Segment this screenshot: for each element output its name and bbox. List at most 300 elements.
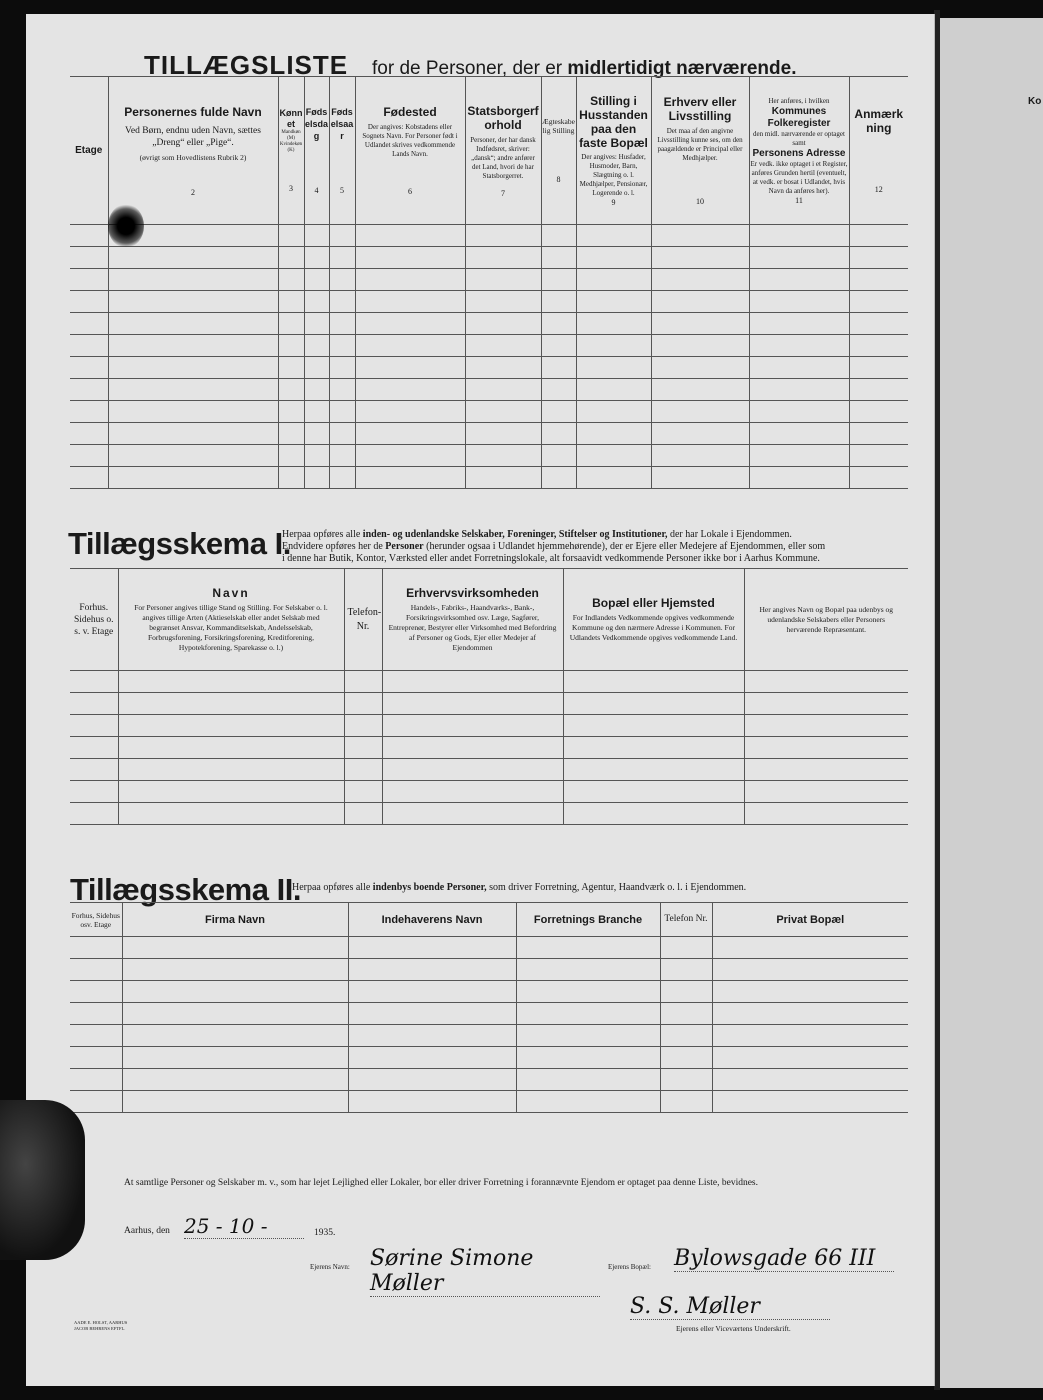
s1-col-bopael [563, 569, 744, 671]
skema1-note-l1a: Herpaa opføres alle [282, 529, 361, 540]
table-cell [516, 1091, 660, 1113]
table-cell [70, 715, 118, 737]
table-cell [749, 291, 849, 313]
table-cell [355, 335, 465, 357]
table-cell [118, 715, 344, 737]
table-cell [576, 357, 651, 379]
signature-line [630, 1319, 830, 1320]
s2-col-bopael: Privat Bopæl [712, 903, 908, 937]
table-cell [344, 737, 382, 759]
table-cell [749, 379, 849, 401]
table-cell [563, 671, 744, 693]
owner-address-label: Ejerens Bopæl: [608, 1263, 651, 1271]
table-cell [849, 291, 908, 313]
main-table-row [70, 379, 908, 401]
skema1-row [70, 759, 908, 781]
table-cell [108, 401, 278, 423]
s1-col-navn [118, 569, 344, 671]
table-cell [70, 1069, 122, 1091]
s2-col-etage: Forhus, Sidehus osv. Etage [70, 903, 122, 937]
table-cell [541, 335, 576, 357]
table-cell [278, 313, 304, 335]
col-aegte-num: 8 [556, 175, 561, 184]
table-cell [660, 1091, 712, 1113]
col-stats-label: Statsborgerforhold [467, 103, 539, 132]
table-cell [278, 269, 304, 291]
table-cell [516, 937, 660, 959]
table-cell [660, 1003, 712, 1025]
skema2-row [70, 1047, 908, 1069]
skema1-note-l1b: inden- og udenlandske Selskaber, Foreninger, Stiftelser og Institutioner, [362, 529, 668, 540]
table-cell [465, 401, 541, 423]
owner-name-label: Ejerens Navn: [310, 1263, 350, 1271]
table-cell [576, 445, 651, 467]
table-cell [576, 467, 651, 489]
table-cell [70, 313, 108, 335]
table-cell [576, 269, 651, 291]
table-cell [744, 715, 908, 737]
col-etage [70, 77, 108, 225]
col-kon-num: 3 [289, 184, 293, 193]
table-cell [749, 247, 849, 269]
table-cell [304, 225, 329, 247]
table-cell [329, 335, 355, 357]
subtitle-plain: for de Personer, der er [372, 58, 563, 79]
table-cell [344, 781, 382, 803]
table-cell [744, 781, 908, 803]
skema2-row [70, 937, 908, 959]
table-cell [348, 1069, 516, 1091]
table-cell [355, 357, 465, 379]
table-cell [744, 759, 908, 781]
main-table-row [70, 423, 908, 445]
main-table-row [70, 269, 908, 291]
table-cell [576, 291, 651, 313]
table-cell [563, 737, 744, 759]
table-cell [651, 357, 749, 379]
col-fodested-note: Der angives: Kobstadens eller Sognets Navn. For Personer født i Udlandet skrives vedkommende Lands Navn. [362, 123, 458, 158]
table-cell [660, 1069, 712, 1091]
table-cell [70, 401, 108, 423]
table-cell [304, 401, 329, 423]
date-place: Aarhus, den [124, 1226, 170, 1236]
table-cell [278, 291, 304, 313]
table-cell [118, 693, 344, 715]
table-cell [70, 1025, 122, 1047]
table-cell [122, 959, 348, 981]
table-cell [749, 357, 849, 379]
table-cell [344, 715, 382, 737]
col-stats-note: Personer, der har dansk Indfødsret, skriver: „dansk“; andre anfører det Land, hvori de har Statsborgerret. [470, 135, 536, 180]
col-aegte [541, 77, 576, 225]
table-cell [118, 671, 344, 693]
ink-blot [108, 204, 144, 248]
col-kon-label: Kønnet [279, 108, 303, 129]
table-cell [465, 313, 541, 335]
col-anm-num: 12 [874, 185, 883, 194]
table-cell [849, 335, 908, 357]
table-cell [278, 401, 304, 423]
table-cell [70, 357, 108, 379]
table-cell [541, 313, 576, 335]
col-faar-num: 5 [340, 186, 344, 195]
table-cell [849, 401, 908, 423]
col-fodested-num: 6 [408, 187, 412, 196]
table-cell [329, 401, 355, 423]
skema2-row [70, 981, 908, 1003]
table-cell [749, 225, 849, 247]
table-cell [749, 335, 849, 357]
table-cell [651, 401, 749, 423]
table-cell [660, 1047, 712, 1069]
col-navn-note: Ved Børn, endnu uden Navn, sættes „Dreng“ eller „Pige“. [125, 125, 261, 148]
table-cell [849, 379, 908, 401]
col-fodested-label: Fødested [383, 105, 437, 119]
table-cell [355, 401, 465, 423]
col-adresse-note2: Er vedk. ikke optaget i et Register, anføres Grunden hertil (eventuelt, at vedk. er bosat i Udlandet, hvis Navn da anføres her). [750, 159, 848, 195]
s1-col-telefon: Telefon-Nr. [344, 569, 382, 671]
table-cell [712, 959, 908, 981]
s1-col-bopael-note: For Indlandets Vedkommende opgives vedkommende Kommune og den nærmere Adresse i Kommunen. For Udlandets Vedkommende opgives vedkommende Land. [569, 613, 738, 642]
table-cell [348, 981, 516, 1003]
table-cell [563, 759, 744, 781]
table-cell [651, 379, 749, 401]
table-cell [304, 467, 329, 489]
main-table-row [70, 357, 908, 379]
table-cell [304, 379, 329, 401]
table-cell [70, 803, 118, 825]
table-cell [382, 693, 563, 715]
table-cell [122, 981, 348, 1003]
date-line [124, 1226, 170, 1236]
s2-col-firma: Firma Navn [122, 903, 348, 937]
table-cell [749, 401, 849, 423]
table-cell [849, 467, 908, 489]
table-cell [712, 1047, 908, 1069]
table-cell [70, 269, 108, 291]
main-table-body [70, 225, 908, 489]
col-stilling-label: Stilling i Husstanden paa den faste Bopæl [579, 94, 648, 150]
col-anm-label: Anmærkning [854, 107, 904, 135]
table-cell [304, 357, 329, 379]
col-navn [108, 77, 278, 225]
table-cell [348, 937, 516, 959]
table-cell [122, 937, 348, 959]
table-cell [329, 379, 355, 401]
table-cell [465, 269, 541, 291]
col-navn-label: Personernes fulde Navn [124, 104, 262, 119]
table-cell [355, 445, 465, 467]
skema1-row [70, 693, 908, 715]
table-cell [382, 715, 563, 737]
s1-col-navn-note: For Personer angives tillige Stand og Stilling. For Selskaber o. l. angives tillige Arten (Aktieselskab eller andet Selskab med begrænset Ansvar, Kommanditselskab, Andelsselskab, Forbrugsforening, Forsikringsforening, Kreditforening, Hypotekforening, Sparekasse o. l.) [134, 603, 328, 652]
col-stats-num: 7 [501, 188, 505, 198]
table-cell [329, 269, 355, 291]
table-cell [348, 959, 516, 981]
table-cell [541, 291, 576, 313]
table-cell [118, 803, 344, 825]
table-cell [304, 445, 329, 467]
table-cell [465, 225, 541, 247]
table-cell [122, 1025, 348, 1047]
table-cell [108, 445, 278, 467]
table-cell [108, 313, 278, 335]
col-adresse [749, 77, 849, 225]
next-page-edge [940, 18, 1043, 1388]
col-erhverv-num: 10 [696, 197, 704, 206]
col-stilling-note: Der angives: Husfader, Husmoder, Barn, Slægtning o. l. Medhjælper, Pensionær, Logerende o. l. [579, 153, 648, 197]
table-cell [749, 423, 849, 445]
table-cell [118, 781, 344, 803]
table-cell [348, 1047, 516, 1069]
table-cell [70, 423, 108, 445]
table-cell [465, 445, 541, 467]
table-cell [278, 423, 304, 445]
main-table-row [70, 291, 908, 313]
main-table [70, 76, 908, 489]
owner-name-handwritten: Sørine Simone Møller [370, 1246, 600, 1297]
table-cell [329, 467, 355, 489]
table-cell [344, 671, 382, 693]
table-cell [70, 959, 122, 981]
date-year: 1935. [314, 1228, 336, 1238]
skema1-note-l2a: Endvidere opføres her de [282, 541, 383, 552]
table-cell [749, 269, 849, 291]
table-cell [355, 225, 465, 247]
skema2-note-c: som driver Forretning, Agentur, Haandværk o. l. i Ejendommen. [489, 882, 747, 893]
table-cell [744, 737, 908, 759]
table-cell [355, 379, 465, 401]
table-cell [849, 313, 908, 335]
table-cell [382, 671, 563, 693]
date-handwritten: 25 - 10 - [184, 1214, 304, 1239]
table-cell [278, 467, 304, 489]
skema1-note-l2c: (herunder ogsaa i Udlandet hjemmehørende), der er Ejere eller Medejere af Ejendommen, eller som [426, 541, 826, 552]
skema2-note-a: Herpaa opføres alle [292, 882, 371, 893]
main-table-row [70, 467, 908, 489]
skema1-note [282, 529, 922, 565]
col-navn-num: 2 [191, 187, 195, 197]
skema1-body [70, 671, 908, 825]
col-adresse-label2: Personens Adresse [752, 147, 846, 159]
table-cell [278, 379, 304, 401]
table-cell [541, 445, 576, 467]
table-cell [849, 423, 908, 445]
col-kon [278, 77, 304, 225]
table-cell [744, 693, 908, 715]
s1-col-erhverv-note: Handels-, Fabriks-, Haandværks-, Bank-, Forsikringsvirksomhed osv. Læge, Sagfører, Entreprenør, Bestyrer eller Virksomhed med Befordring af Personer og Gods, Ejer eller Medejer af Ejendommen [388, 603, 557, 652]
table-cell [70, 445, 108, 467]
table-cell [382, 803, 563, 825]
table-cell [122, 1047, 348, 1069]
table-cell [712, 981, 908, 1003]
col-erhverv-label: Erhverv eller Livsstilling [663, 95, 737, 123]
table-cell [355, 467, 465, 489]
table-cell [355, 313, 465, 335]
table-cell [329, 247, 355, 269]
table-cell [563, 781, 744, 803]
subtitle-bold: midlertidigt nærværende. [567, 58, 797, 79]
table-cell [576, 423, 651, 445]
skema1-note-l3: i denne har Butik, Kontor, Værksted eller andet Forretningslokale, alt forsaavidt vedkommende Personer ikke bor i Aarhus Kommune. [282, 553, 820, 564]
s1-col-erhverv [382, 569, 563, 671]
table-cell [70, 225, 108, 247]
table-cell [304, 335, 329, 357]
table-cell [651, 225, 749, 247]
table-cell [355, 247, 465, 269]
table-cell [541, 225, 576, 247]
next-page-fragment: Ko [1028, 96, 1042, 107]
table-cell [465, 247, 541, 269]
skema2-table [70, 902, 908, 1113]
skema2-title: Tillægsskema II. [70, 872, 301, 907]
skema1-row [70, 803, 908, 825]
table-cell [660, 981, 712, 1003]
form-page [26, 14, 935, 1386]
col-fdag-num: 4 [314, 186, 319, 195]
col-faar [329, 77, 355, 225]
col-fdag-label: Fødselsdag [304, 107, 328, 141]
s1-col-etage: Forhus. Sidehus o. s. v. Etage [70, 569, 118, 671]
table-cell [712, 1025, 908, 1047]
table-cell [329, 225, 355, 247]
table-cell [70, 379, 108, 401]
main-title: TILLÆGSLISTE [144, 50, 349, 80]
table-cell [108, 379, 278, 401]
table-cell [329, 445, 355, 467]
col-stats [465, 77, 541, 225]
table-cell [516, 1003, 660, 1025]
table-cell [744, 671, 908, 693]
table-cell [541, 247, 576, 269]
table-cell [516, 981, 660, 1003]
col-adresse-note: den midl. nærværende er optaget samt [753, 129, 845, 147]
skema1-row [70, 671, 908, 693]
table-cell [278, 357, 304, 379]
signature-label: Ejerens eller Viceværtens Underskrift. [676, 1324, 791, 1333]
table-cell [541, 269, 576, 291]
footer-statement: At samtlige Personer og Selskaber m. v., som har lejet Lejlighed eller Lokaler, bor eller driver Forretning i forannævnte Ejendom er optaget paa denne Liste, bevidnes. [124, 1178, 758, 1188]
col-navn-note2: (øvrigt som Hovedlistens Rubrik 2) [139, 152, 247, 162]
table-cell [329, 357, 355, 379]
table-cell [108, 335, 278, 357]
table-cell [563, 803, 744, 825]
table-cell [348, 1003, 516, 1025]
skema1-row [70, 715, 908, 737]
table-cell [70, 671, 118, 693]
col-stilling-num: 9 [611, 198, 616, 207]
table-cell [651, 445, 749, 467]
col-erhverv-note: Det maa af den angivne Livsstilling kunne ses, om den paagældende er Principal eller Medhjælper. [657, 127, 743, 162]
table-cell [516, 1047, 660, 1069]
table-cell [516, 959, 660, 981]
signature-handwritten: S. S. Møller [630, 1294, 760, 1319]
col-adresse-top: Her anføres, i hvilken [768, 96, 830, 105]
table-cell [849, 269, 908, 291]
col-etage-label: Etage [75, 144, 103, 156]
table-cell [541, 357, 576, 379]
skema2-body [70, 937, 908, 1113]
col-aegte-label: Ægteskabelig Stilling [542, 117, 575, 135]
table-cell [465, 335, 541, 357]
col-anm [849, 77, 908, 225]
table-cell [849, 225, 908, 247]
table-cell [108, 247, 278, 269]
s1-col-repr-note: Her angives Navn og Bopæl paa udenbys og udenlandske Selskabers eller Personers herværende Repræsentant. [759, 604, 894, 634]
table-cell [651, 467, 749, 489]
s1-col-bopael-title: Bopæl eller Hjemsted [592, 596, 715, 610]
table-cell [304, 269, 329, 291]
thumb-shadow [0, 1100, 85, 1260]
table-cell [278, 225, 304, 247]
skema1-row [70, 737, 908, 759]
table-cell [122, 1003, 348, 1025]
table-cell [122, 1069, 348, 1091]
table-cell [712, 1069, 908, 1091]
skema1-row [70, 781, 908, 803]
table-cell [382, 737, 563, 759]
col-adresse-label: Kommunes Folkeregister [767, 105, 831, 129]
table-cell [344, 759, 382, 781]
table-cell [651, 335, 749, 357]
table-cell [304, 313, 329, 335]
skema1-table [70, 568, 908, 825]
skema2-note-b: indenbys boende Personer, [372, 882, 487, 893]
table-cell [304, 423, 329, 445]
table-cell [712, 937, 908, 959]
table-cell [118, 737, 344, 759]
table-cell [465, 467, 541, 489]
col-adresse-num: 11 [795, 195, 803, 205]
table-cell [651, 313, 749, 335]
col-stilling [576, 77, 651, 225]
skema1-note-l1c: der har Lokale i Ejendommen. [669, 529, 792, 540]
table-cell [849, 247, 908, 269]
table-cell [355, 423, 465, 445]
s2-col-branche: Forretnings Branche [516, 903, 660, 937]
table-cell [329, 313, 355, 335]
table-cell [563, 693, 744, 715]
table-cell [70, 781, 118, 803]
table-cell [344, 693, 382, 715]
table-cell [70, 737, 118, 759]
skema2-note [292, 882, 912, 894]
table-cell [329, 423, 355, 445]
table-cell [576, 225, 651, 247]
main-table-row [70, 247, 908, 269]
table-cell [660, 959, 712, 981]
printer-imprint: AADE E. HOLST, AARHUS JACOB BEHRENS EFTFL. [74, 1320, 128, 1331]
table-cell [660, 1025, 712, 1047]
table-cell [541, 379, 576, 401]
table-cell [70, 1003, 122, 1025]
table-cell [712, 1003, 908, 1025]
main-table-row [70, 445, 908, 467]
table-cell [465, 357, 541, 379]
table-cell [516, 1025, 660, 1047]
table-cell [576, 379, 651, 401]
table-cell [344, 803, 382, 825]
table-cell [516, 1069, 660, 1091]
main-table-row [70, 225, 908, 247]
table-cell [576, 401, 651, 423]
col-fdag [304, 77, 329, 225]
table-cell [382, 781, 563, 803]
skema1-header-row [70, 569, 908, 671]
table-cell [304, 247, 329, 269]
owner-address-handwritten: Bylowsgade 66 III [674, 1246, 894, 1272]
s2-col-indehaver: Indehaverens Navn [348, 903, 516, 937]
